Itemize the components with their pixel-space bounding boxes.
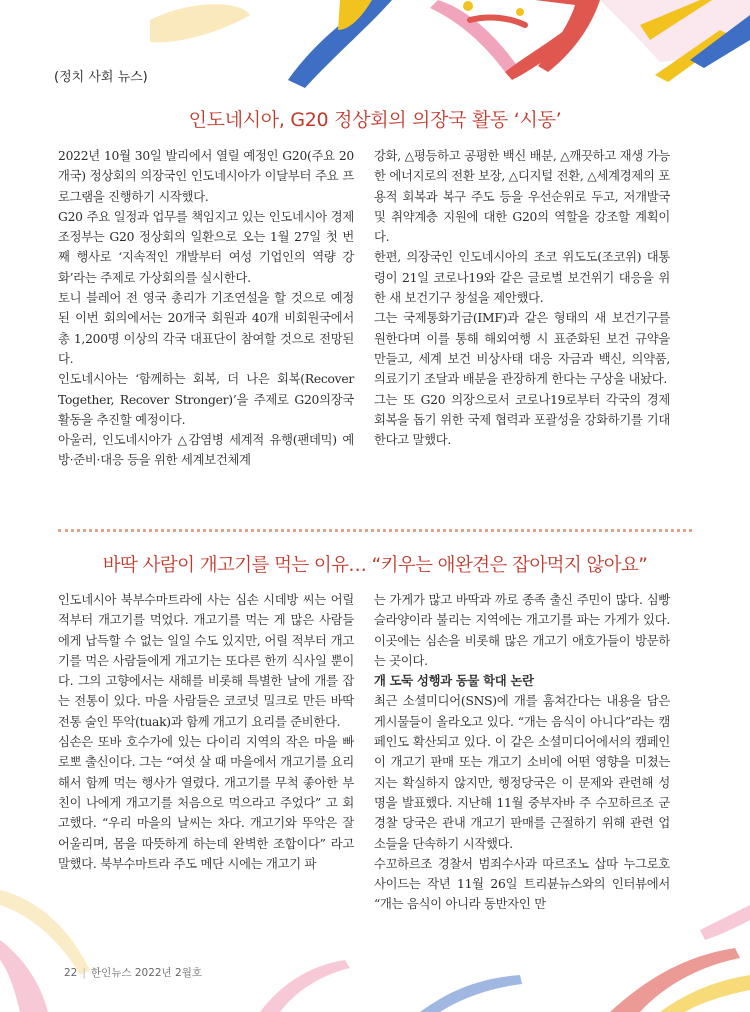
article2-column-right [374, 590, 670, 915]
article2-paragraph: 최근 소셜미디어(SNS)에 개를 훔쳐간다는 내용을 담은 게시물들이 올라오고 있다. “개는 음식이 아니다”라는 캠페인도 확산되고 있다. 이 같은 소셜미디어에서의 캠페인이 개고기 판매 또는 개고기 소비에 어떤 영향을 미쳤는 지는 확실하지 않지만, 행정당국은 이 문제와 관련해 성명을 발표했다. 지난해 11월 중부자바 주 수꼬하르조 군 경찰 당국은 관내 개고기 판매를 근절하기 위해 관련 업소들을 단속하기 시작했다. [374, 694, 670, 851]
article1-paragraph: 인도네시아는 ‘함께하는 회복, 더 나은 회복(Recover Together, Recover Stronger)’을 주제로 G20의장국 활동을 추진할 예정이다. [58, 372, 354, 427]
article2-paragraph: 인도네시아 북부수마트라에 사는 심손 시데방 씨는 어릴 적부터 개고기를 먹었다. 개고기를 먹는 게 많은 사람들에게 납득할 수 없는 일일 수도 있지만, 어릴 적부터 개고기를 먹은 사람들에게 개고기는 또다른 한끼 식사일 뿐이다. 그의 고향에서는 새해를 비롯해 특별한 날에 개를 잡는 전통이 있다. 마을 사람들은 코코넛 밀크로 만든 바딱 전통 술인 뚜악(tuak)과 함께 개고기 요리를 준비한다. [58, 593, 354, 729]
article1-column-left [58, 146, 354, 471]
publication-name: 한인뉴스 2022년 2월호 [90, 967, 202, 979]
article1-paragraph: 강화, △평등하고 공평한 백신 배분, △깨끗하고 재생 가능한 에너지로의 전환 보장, △디지털 전환, △세계경제의 포용적 회복과 복구 주도 등을 우선순위로 두고, 저개발국 및 취약계층 지원에 대한 G20의 역할을 강조할 계획이다. [374, 149, 670, 245]
article1-paragraph: 토니 블레어 전 영국 총리가 기조연설을 할 것으로 예정된 이번 회의에서는 20개국 회원과 40개 비회원국에서 총 1,200명 이상의 각국 대표단이 참여할 것으로 전망된다. [58, 291, 354, 366]
page-number: 22 [64, 967, 78, 979]
article1-paragraph: 그는 국제통화기금(IMF)과 같은 형태의 새 보건기구를 원한다며 이를 통해 해외여행 시 표준화된 보건 규약을 만들고, 세계 보건 비상사태 대응 자금과 백신, 의약품, 의료기기 조달과 배분을 관장하게 한다는 구상을 내놨다. [374, 311, 670, 387]
dotted-divider [58, 529, 692, 532]
article2-column-left [58, 590, 354, 874]
article2-paragraph: 는 가게가 많고 바딱과 까로 종족 출신 주민이 많다. 심빵 슬라양이라 불리는 지역에는 개고기를 파는 가게가 있다. 이곳에는 심손을 비롯해 많은 개고기 애호가들이 방문하는 곳이다. [374, 593, 670, 668]
page-footer [64, 965, 202, 980]
article1-paragraph: 2022년 10월 30일 발리에서 열릴 예정인 G20(주요 20개국) 정상회의 의장국인 인도네시아가 이달부터 주요 프로그램을 진행하기 시작했다. [58, 149, 354, 204]
article1-column-right [374, 146, 670, 450]
article1-paragraph: 아울러, 인도네시아가 △감염병 세계적 유행(팬데믹) 예방·준비·대응 등을 위한 세계보건체계 [58, 433, 354, 468]
article1-paragraph: G20 주요 일정과 업무를 책임지고 있는 인도네시아 경제조정부는 G20 정상회의 일환으로 오는 1월 27일 첫 번째 행사로 ‘지속적인 개발부터 여성 기업인의 역량 강화’라는 주제로 가상회의를 실시한다. [58, 209, 354, 285]
article1-paragraph: 한편, 의장국인 인도네시아의 조코 위도도(조코위) 대통령이 21일 코로나19와 같은 글로벌 보건위기 대응을 위한 새 보건기구 창설을 제안했다. [374, 250, 670, 306]
article2-paragraph: 수꼬하르조 경찰서 범죄수사과 따르조노 삽따 누그로호 사이드는 작년 11월 26일 트리뷴뉴스와의 인터뷰에서 “개는 음식이 아니라 동반자인 만 [374, 856, 670, 912]
footer-separator: | [82, 967, 86, 979]
article2-headline: 바딱 사람이 개고기를 먹는 이유… “키우는 애완견은 잡아먹지 않아요” [102, 555, 648, 576]
article1-headline: 인도네시아, G20 정상회의 의장국 활동 ‘시동’ [188, 109, 562, 131]
section-label: (정치 사회 뉴스) [54, 70, 148, 85]
article1-paragraph: 그는 또 G20 의장으로서 코로나19로부터 각국의 경제 회복을 돕기 위한 국제 협력과 포괄성을 강화하기를 기대한다고 말했다. [374, 392, 670, 448]
article2-subheading: 개 도둑 성행과 동물 학대 논란 [374, 674, 534, 689]
article2-paragraph: 심손은 또바 호수가에 있는 다이리 지역의 작은 마을 빠로뽀 출신이다. 그는 “여섯 살 때 마을에서 개고기를 요리해서 함께 먹는 행사가 열렸다. 개고기를 무척 좋아한 부친이 나에게 개고기를 처음으로 먹으라고 주었다” 고 회고했다. “우리 마을의 날씨는 차다. 개고기와 뚜악은 잘 어울리며, 몸을 따뜻하게 하는데 완벽한 조합이다” 라고 말했다. 북부수마트라 주도 메단 시에는 개고기 파 [58, 735, 354, 871]
